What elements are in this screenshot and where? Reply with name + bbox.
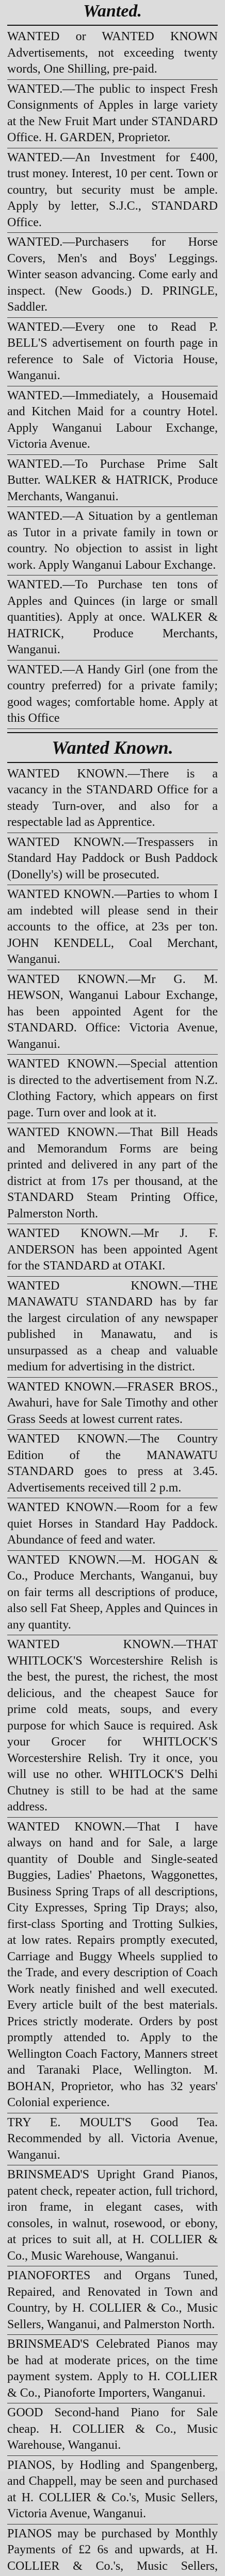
advertisement (7, 1431, 218, 1496)
advertisement-text: WANTED KNOWN.—That Bill Heads and Memorandum Forms are being printed and delivered in any part of the district at from 17s per thousand, at the STANDARD Steam Printing Office, Palmerston North. (7, 1125, 218, 1222)
advertisement-text: BRINSMEAD'S Celebrated Pianos may be had at moderate prices, on the time payment system. Apply to H. COLLIER & Co., Pianoforte Importers, Wanganui. (7, 2336, 218, 2401)
advertisement (7, 319, 218, 384)
advertisement-text: WANTED KNOWN.—That I have always on hand and for Sale, a large quantity of Double and Single-seated Buggies, Ladies' Phaetons, Waggonettes, Business Spring Traps of all descriptions, City Expresses, Spring Tip Drays; also, first-class Sporting and Trotting Sulkies, at low rates. Repairs promptly executed, Carriage and Buggy Wheels supplied to the Trade, and every description of Coach Work neatly finished and well executed. Every article built of the best materials. Prices strictly moderate. Orders by post promptly attended to. Apply to the Wellington Coach Factory, Manners street and Taranaki Place, Wellington. M. BOHAN, Proprietor, who has 32 years' Colonial experience. (7, 1819, 218, 2111)
advertisement (7, 2405, 218, 2454)
advertisement (7, 2458, 218, 2522)
ad-divider (7, 1276, 218, 1277)
advertisement-text: WANTED.—A Handy Girl (one from the country preferred) for a private family; good wages; comfortable home. Apply at this Office (7, 662, 218, 727)
advertisement-text: WANTED.—The public to inspect Fresh Consignments of Apples in large variety at the New Fruit Mart under STANDARD Office. H. GARDEN, Proprietor. (7, 81, 218, 146)
advertisement (7, 388, 218, 453)
advertisement (7, 972, 218, 1053)
advertisement (7, 887, 218, 968)
advertisement (7, 1552, 218, 1634)
advertisement (7, 150, 218, 231)
section-rule (7, 732, 218, 733)
advertisement (7, 81, 218, 146)
advertisement (7, 835, 218, 884)
advertisement-text: WANTED KNOWN.—Mr G. M. HEWSON, Wanganui Labour Exchange, has been appointed Agent for the STANDARD. Office: Victoria Avenue, Wanganui. (7, 972, 218, 1053)
advertisement-text: PIANOS, by Hodling and Spangenberg, and Chappell, may be seen and purchased at H. COLLIER & Co.'s, Music Sellers, Victoria Avenue, Wanganui. (7, 2458, 218, 2522)
ad-divider (7, 728, 218, 729)
ad-divider (7, 79, 218, 80)
ad-divider (7, 1377, 218, 1378)
advertisement (7, 1637, 218, 1816)
heading-rule (7, 25, 218, 26)
advertisement-text: TRY E. MOULT'S Good Tea. Recommended by all. Victoria Avenue, Wanganui. (7, 2115, 218, 2164)
advertisement (7, 662, 218, 727)
advertisement-text: PIANOFORTES and Organs Tuned, Repaired, and Renovated in Town and Country, by H. COLLIER & Co., Music Sellers, Wanganui, and Palmerston North. (7, 2268, 218, 2333)
advertisement-text: WANTED.—To Purchase Prime Salt Butter. WALKER & HATRICK, Produce Merchants, Wanganui. (7, 456, 218, 505)
advertisement-text: WANTED.—An Investment for £400, trust money. Interest, 10 per cent. Town or country, but security must be ample. Apply by letter, S.J.C., STANDARD Office. (7, 150, 218, 231)
advertisement-text: WANTED.—To Purchase ten tons of Apples and Quinces (in large or small quantities). Apply at once. WALKER & HATRICK, Produce Merchants, Wanganui. (7, 577, 218, 658)
advertisement (7, 29, 218, 78)
advertisement-text: WANTED.—Immediately, a Housemaid and Kitchen Maid for a country Hotel. Apply Wanganui Labour Exchange, Victoria Avenue. (7, 388, 218, 453)
ad-divider (7, 1054, 218, 1055)
advertisement (7, 2268, 218, 2333)
advertisement (7, 234, 218, 316)
advertisement (7, 509, 218, 573)
ad-divider (7, 2334, 218, 2335)
classified-column (7, 0, 218, 2576)
advertisement (7, 577, 218, 658)
advertisement-text: BRINSMEAD'S Upright Grand Pianos, patent check, repeater action, full trichord, iron frame, in elegant cases, with consoles, in walnut, rosewood, or ebony, at prices to suit all, at H. COLLIER & Co., Music Warehouse, Wanganui. (7, 2167, 218, 2264)
advertisement-text: WANTED KNOWN.—Mr J. F. ANDERSON has been appointed Agent for the STANDARD at OTAKI. (7, 1226, 218, 1275)
advertisement (7, 1278, 218, 1376)
advertisement-text: WANTED KNOWN.—Room for a few quiet Horses in Standard Hay Paddock. Abundance of feed and water. (7, 1500, 218, 1549)
advertisement (7, 2336, 218, 2401)
advertisement-text: WANTED.—Purchasers for Horse Covers, Men's and Boys' Leggings. Winter season advancing. Come early and inspect. (New Goods.) D. PRINGLE, Saddler. (7, 234, 218, 316)
advertisement (7, 456, 218, 505)
ad-divider (7, 454, 218, 455)
ad-divider (7, 317, 218, 318)
advertisement (7, 1500, 218, 1549)
advertisement-text: GOOD Second-hand Piano for Sale cheap. H. COLLIER & Co., Music Warehouse, Wanganui. (7, 2405, 218, 2454)
advertisement-text: WANTED KNOWN.—M. HOGAN & Co., Produce Merchants, Wanganui, buy on fair terms all descriptions of produce, also sell Fat Sheep, Apples and Quinces in any quantity. (7, 1552, 218, 1634)
advertisement (7, 2115, 218, 2164)
advertisement-text: WANTED KNOWN.—FRASER BROS., Awahuri, have for Sale Timothy and other Grass Seeds at lowest current rates. (7, 1379, 218, 1428)
advertisement (7, 1125, 218, 1222)
advertisement (7, 1819, 218, 2111)
advertisement-text: WANTED KNOWN.—Trespassers in Standard Hay Paddock or Bush Paddock (Donelly's) will be prosecuted. (7, 835, 218, 884)
advertisement (7, 1226, 218, 1275)
advertisement (7, 766, 218, 831)
advertisement (7, 2167, 218, 2264)
ad-divider (7, 506, 218, 507)
advertisement-text: WANTED or WANTED KNOWN Advertisements, not exceeding twenty words, One Shilling, pre-paid. (7, 29, 218, 78)
advertisement-text: WANTED.—Every one to Read P. BELL'S advertisement on fourth page in reference to Sale of Victoria House, Wanganui. (7, 319, 218, 384)
advertisement-text: WANTED.—A Situation by a gentleman as Tutor in a private family in town or country. No objection to assist in light work. Apply Wanganui Labour Exchange. (7, 509, 218, 573)
advertisement-text: WANTED KNOWN.—The Country Edition of the MANAWATU STANDARD goes to press at 3.45. Advertisements received till 2 p.m. (7, 1431, 218, 1496)
ads-group-1 (7, 29, 218, 729)
section-heading-wanted: Wanted. (7, 1, 218, 22)
heading-rule (7, 762, 218, 763)
advertisement-text: WANTED KNOWN.—There is a vacancy in the STANDARD Office for a steady Turn-over, and also for a respectable lad as Apprentice. (7, 766, 218, 831)
advertisement-text: WANTED KNOWN.—THAT WHITLOCK'S Worcestershire Relish is the best, the purest, the richest, the most delicious, and the cheapest Sauce for prime cold meats, soups, and every purpose for which Sauce is required. Ask your Grocer for WHITLOCK'S Worcestershire Relish. Try it once, you will use no other. WHITLOCK'S Delhi Chutney is still to be had at the same address. (7, 1637, 218, 1816)
advertisement-text: WANTED KNOWN.—Special attention is directed to the advertisement from N.Z. Clothing Factory, which appears on first page. Turn over and look at it. (7, 1056, 218, 1121)
advertisement (7, 1379, 218, 1428)
ad-divider (7, 2455, 218, 2456)
section-heading-wanted-known: Wanted Known. (7, 736, 218, 759)
advertisement (7, 2526, 218, 2576)
ad-divider (7, 1429, 218, 1430)
ads-group-2 (7, 766, 218, 2576)
advertisement-text: PIANOS may be purchased by Monthly Payments of £2 6s and upwards, at H. COLLIER & Co.'s, Music Sellers, (7, 2526, 218, 2576)
ad-divider (7, 232, 218, 233)
ad-divider (7, 1550, 218, 1551)
advertisement-text: WANTED KNOWN.—THE MANAWATU STANDARD has by far the largest circulation of any newspaper published in Manawatu, and is unsurpassed as a cheap and valuable medium for advertising in the district. (7, 1278, 218, 1376)
advertisement (7, 1056, 218, 1121)
advertisement-text: WANTED KNOWN.—Parties to whom I am indebted will please send in their accounts to the office, at 23s per ton. JOHN KENDELL, Coal Merchant, Wanganui. (7, 887, 218, 968)
ad-divider (7, 1817, 218, 1818)
